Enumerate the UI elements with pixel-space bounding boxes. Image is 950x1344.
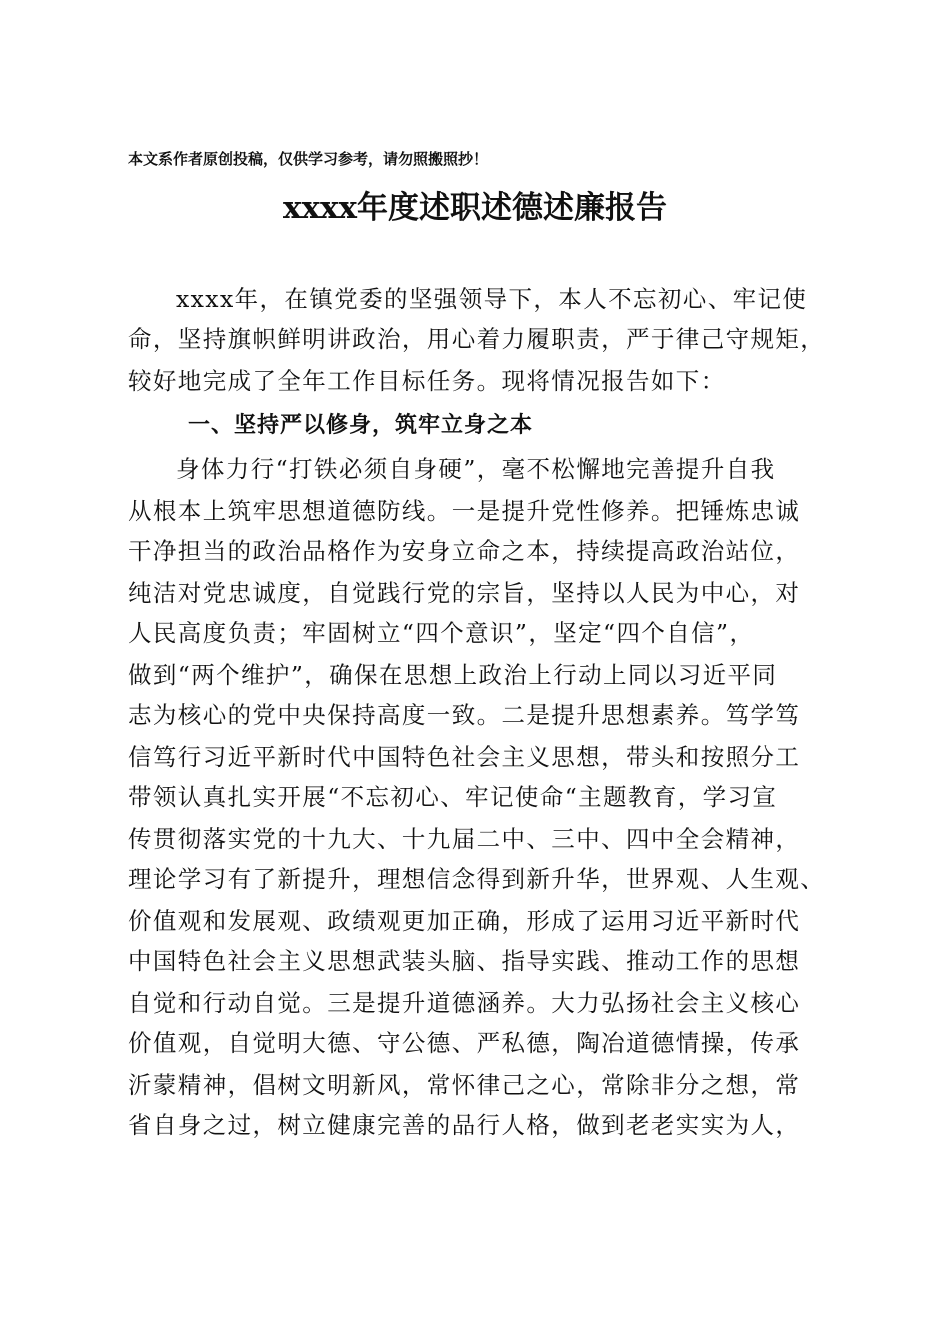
body-line: 做到“两个维护”，确保在思想上政治上行动上同以习近平同 xyxy=(128,661,778,689)
body-line: 信笃行习近平新时代中国特色社会主义思想，带头和按照分工 xyxy=(128,743,801,771)
body-line: 自觉和行动自觉。三是提升道德涵养。大力弘扬社会主义核心 xyxy=(128,989,801,1017)
body-line: 人民高度负责；牢固树立“四个意识”，坚定“四个自信”， xyxy=(128,619,755,647)
body-line: 理论学习有了新提升，理想信念得到新升华，世界观、人生观、 xyxy=(128,865,826,893)
intro-line: 较好地完成了全年工作目标任务。现将情况报告如下： xyxy=(128,367,726,395)
body-line: 中国特色社会主义思想武装头脑、指导实践、推动工作的思想 xyxy=(128,947,801,975)
body-line: 身体力行“打铁必须自身硬”，毫不松懈地完善提升自我 xyxy=(176,455,776,483)
intro-line: 命，坚持旗帜鲜明讲政治，用心着力履职责，严于律己守规矩， xyxy=(128,325,826,353)
body-line: 省自身之过，树立健康完善的品行人格，做到老老实实为人， xyxy=(128,1111,801,1139)
body-line: 干净担当的政治品格作为安身立命之本，持续提高政治站位， xyxy=(128,537,801,565)
copyright-notice: 本文系作者原创投稿，仅供学习参考，请勿照搬照抄！ xyxy=(128,150,489,168)
document-title: xxxx年度述职述德述廉报告 xyxy=(283,190,667,226)
body-line: 从根本上筑牢思想道德防线。一是提升党性修养。把锤炼忠诚 xyxy=(128,497,801,525)
body-line: 传贯彻落实党的十九大、十九届二中、三中、四中全会精神， xyxy=(128,825,801,853)
section-heading: 一、坚持严以修身，筑牢立身之本 xyxy=(188,413,534,438)
body-line: 价值观和发展观、政绩观更加正确，形成了运用习近平新时代 xyxy=(128,907,801,935)
body-line: 纯洁对党忠诚度，自觉践行党的宗旨，坚持以人民为中心，对 xyxy=(128,579,801,607)
body-line: 志为核心的党中央保持高度一致。二是提升思想素养。笃学笃 xyxy=(128,701,801,729)
body-line: 带领认真扎实开展“不忘初心、牢记使命“主题教育，学习宣 xyxy=(128,783,778,811)
body-line: 沂蒙精神，倡树文明新风，常怀律己之心，常除非分之想，常 xyxy=(128,1071,801,1099)
intro-line: xxxx年，在镇党委的坚强领导下，本人不忘初心、牢记使 xyxy=(176,285,808,313)
body-line: 价值观，自觉明大德、守公德、严私德，陶冶道德情操，传承 xyxy=(128,1029,801,1057)
